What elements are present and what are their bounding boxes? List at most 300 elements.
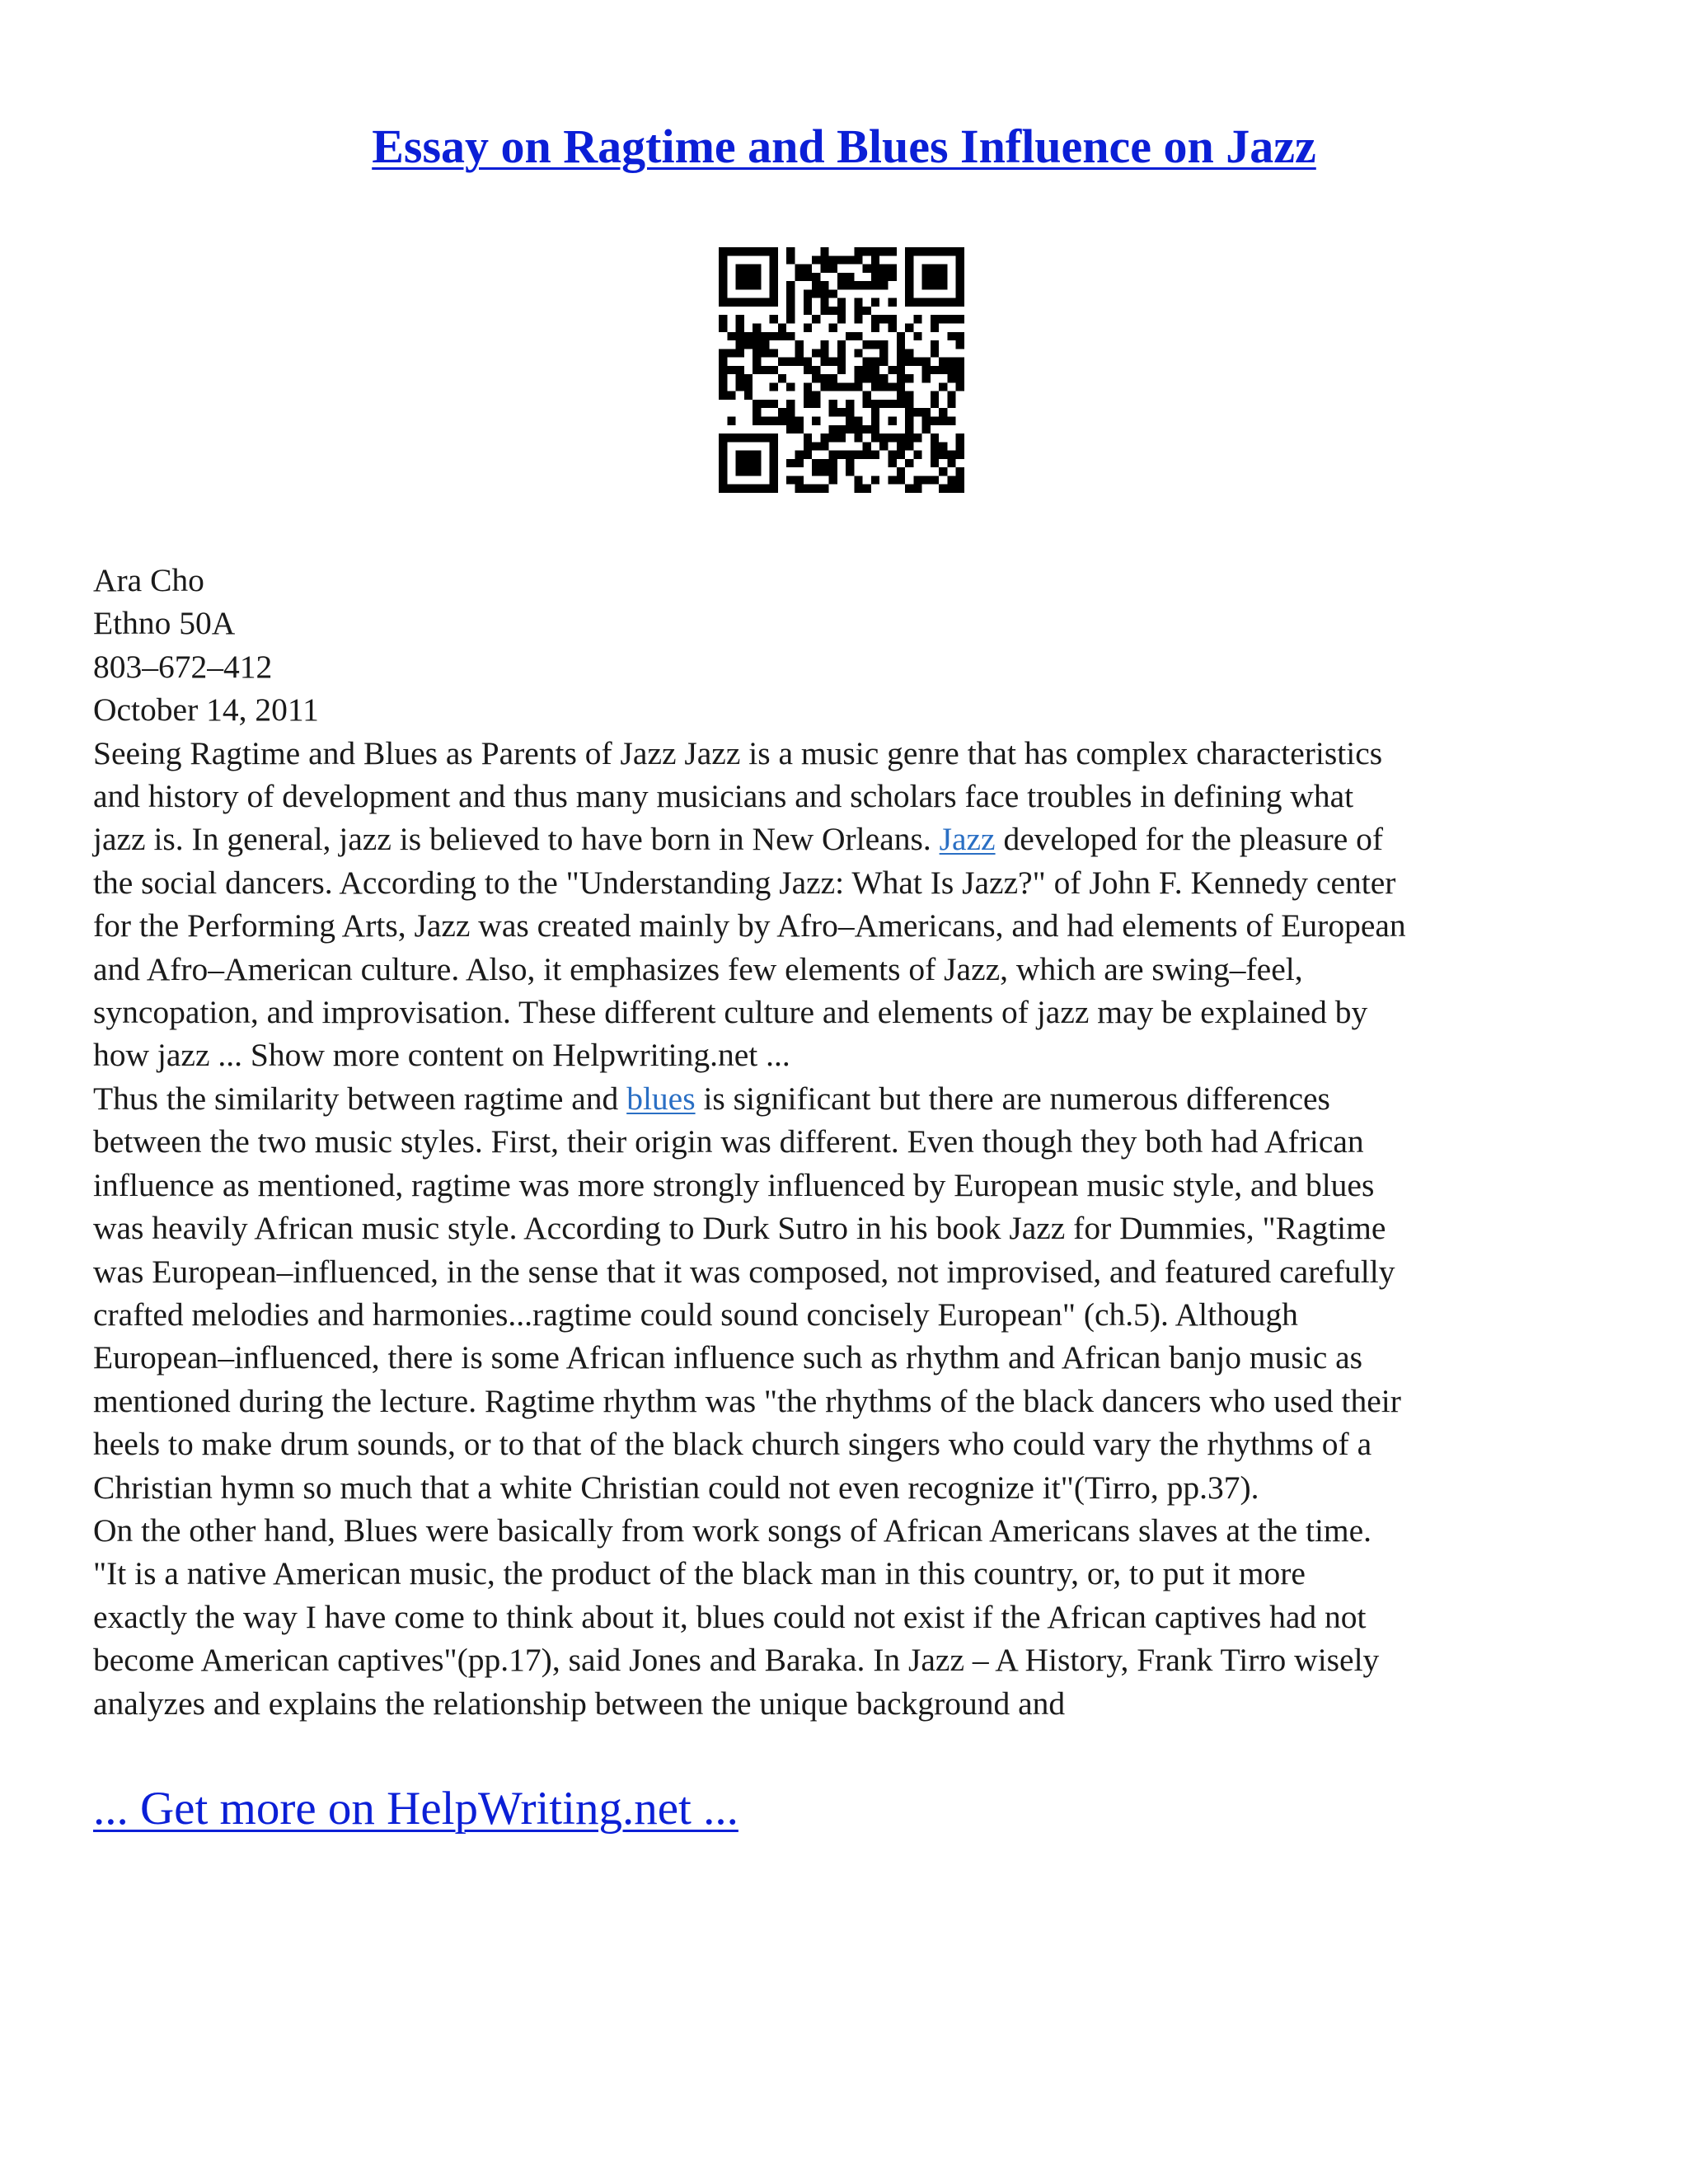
qr-module — [804, 273, 812, 281]
qr-module — [753, 485, 761, 493]
paragraph-3-line: "It is a native American music, the product of the black man in this country, or, to put it more — [93, 1555, 1306, 1592]
qr-module — [889, 323, 897, 331]
qr-module — [778, 332, 786, 340]
qr-module — [837, 281, 846, 289]
qr-module — [897, 434, 905, 442]
qr-module — [770, 281, 778, 289]
qr-module — [770, 400, 778, 408]
qr-module — [812, 281, 820, 289]
qr-module — [863, 425, 871, 434]
qr-module — [879, 340, 888, 349]
qr-module — [846, 332, 854, 340]
qr-module — [846, 467, 854, 476]
qr-module — [897, 349, 905, 357]
text-segment: developed for the pleasure of — [995, 821, 1384, 858]
paragraph-3-line: analyzes and explains the relationship between the unique background and — [93, 1685, 1066, 1722]
qr-module — [744, 281, 753, 289]
qr-module — [744, 382, 753, 391]
qr-module — [820, 442, 828, 450]
paragraph-3-line: On the other hand, Blues were basically from work songs of African Americans slaves at the time. — [93, 1511, 1372, 1549]
qr-module — [820, 255, 828, 264]
qr-module — [837, 273, 846, 281]
qr-module — [804, 323, 812, 331]
qr-module — [804, 400, 812, 408]
qr-module — [956, 358, 964, 366]
page-title-text[interactable]: Essay on Ragtime and Blues Influence on Jazz — [372, 120, 1316, 173]
qr-module — [879, 400, 888, 408]
qr-module — [719, 358, 727, 366]
qr-module — [770, 467, 778, 476]
qr-module — [863, 442, 871, 450]
qr-module — [846, 400, 854, 408]
paragraph-2-line — [93, 1077, 1610, 1120]
get-more-link[interactable]: ... Get more on HelpWriting.net ... — [93, 1783, 738, 1835]
qr-module — [947, 374, 955, 382]
qr-module — [837, 307, 846, 315]
qr-module — [939, 298, 947, 307]
qr-module — [820, 247, 828, 255]
paragraph-1-line: for the Performing Arts, Jazz was created mainly by Afro–Americans, and had elements of European — [93, 907, 1406, 944]
qr-module — [736, 434, 744, 442]
qr-module — [820, 358, 828, 366]
qr-module — [770, 451, 778, 459]
qr-module — [820, 485, 828, 493]
qr-module — [913, 332, 921, 340]
qr-module — [854, 307, 862, 315]
qr-module — [719, 374, 727, 382]
qr-module — [744, 332, 753, 340]
qr-module — [854, 374, 862, 382]
qr-module — [913, 451, 921, 459]
qr-module — [837, 434, 846, 442]
qr-module — [829, 467, 837, 476]
qr-module — [829, 434, 837, 442]
qr-module — [879, 247, 888, 255]
qr-module — [956, 434, 964, 442]
qr-module — [889, 298, 897, 307]
qr-module — [863, 451, 871, 459]
qr-module — [889, 273, 897, 281]
qr-module — [812, 485, 820, 493]
qr-module — [846, 451, 854, 459]
qr-module — [879, 265, 888, 273]
qr-module — [939, 247, 947, 255]
qr-module — [956, 298, 964, 307]
paragraph-2-line: was heavily African music style. According to Durk Sutro in his book Jazz for Dummies, "Ragtime — [93, 1210, 1386, 1247]
qr-module — [889, 366, 897, 374]
qr-module — [871, 273, 879, 281]
qr-module — [761, 417, 769, 425]
qr-module — [736, 374, 744, 382]
qr-module — [727, 434, 735, 442]
qr-module — [820, 265, 828, 273]
qr-module — [931, 459, 939, 467]
paragraph-1-line: how jazz ... Show more content on Helpwriting.net ... — [93, 1037, 790, 1074]
qr-module — [744, 374, 753, 382]
qr-module — [753, 459, 761, 467]
qr-module — [719, 247, 727, 255]
paragraph-1-line: and Afro–American culture. Also, it emphasizes few elements of Jazz, which are swing–feel, — [93, 950, 1303, 987]
qr-module — [871, 400, 879, 408]
qr-module — [778, 408, 786, 416]
qr-module — [753, 451, 761, 459]
qr-module — [854, 366, 862, 374]
qr-module — [778, 417, 786, 425]
qr-module — [871, 425, 879, 434]
qr-module — [719, 323, 727, 331]
qr-module — [922, 273, 931, 281]
qr-module — [753, 417, 761, 425]
qr-module — [761, 366, 769, 374]
paragraph-1-line: Seeing Ragtime and Blues as Parents of Jazz Jazz is a music genre that has complex characteristics — [93, 734, 1383, 771]
qr-module — [889, 315, 897, 323]
qr-module — [905, 289, 913, 298]
qr-module — [719, 434, 727, 442]
qr-module — [727, 298, 735, 307]
qr-module — [736, 332, 744, 340]
qr-module — [829, 289, 837, 298]
qr-module — [854, 417, 862, 425]
qr-module — [854, 281, 862, 289]
essay-date: October 14, 2011 — [93, 691, 319, 729]
qr-module — [719, 315, 727, 323]
qr-module — [931, 451, 939, 459]
blues-link[interactable]: blues — [626, 1080, 696, 1117]
qr-module — [804, 391, 812, 400]
qr-module — [931, 349, 939, 357]
qr-module — [837, 298, 846, 307]
qr-module — [820, 467, 828, 476]
qr-module — [786, 247, 795, 255]
qr-module — [727, 485, 735, 493]
qr-module — [947, 247, 955, 255]
qr-module — [897, 358, 905, 366]
qr-module — [770, 442, 778, 450]
qr-module — [854, 434, 862, 442]
qr-module — [854, 485, 862, 493]
qr-module — [939, 366, 947, 374]
qr-module — [956, 265, 964, 273]
qr-module — [863, 374, 871, 382]
qr-module — [956, 289, 964, 298]
qr-module — [922, 425, 931, 434]
qr-module — [905, 247, 913, 255]
qr-module — [719, 391, 727, 400]
qr-module — [939, 442, 947, 450]
qr-module — [744, 273, 753, 281]
qr-module — [753, 349, 761, 357]
qr-module — [719, 451, 727, 459]
student-id: 803–672–412 — [93, 648, 273, 685]
qr-module — [795, 273, 803, 281]
qr-module — [863, 485, 871, 493]
qr-module — [879, 434, 888, 442]
qr-module — [812, 273, 820, 281]
qr-module — [753, 400, 761, 408]
qr-module — [736, 459, 744, 467]
qr-module — [778, 374, 786, 382]
qr-module — [744, 467, 753, 476]
qr-module — [744, 340, 753, 349]
qr-module — [812, 442, 820, 450]
qr-module — [871, 434, 879, 442]
qr-module — [905, 323, 913, 331]
qr-module — [931, 247, 939, 255]
qr-module — [795, 265, 803, 273]
qr-module — [947, 315, 955, 323]
qr-module — [905, 434, 913, 442]
qr-module — [889, 451, 897, 459]
qr-module — [820, 298, 828, 307]
qr-module — [871, 323, 879, 331]
qr-module — [879, 273, 888, 281]
qr-module — [786, 476, 795, 484]
qr-module — [863, 265, 871, 273]
qr-module — [744, 485, 753, 493]
qr-module — [736, 340, 744, 349]
qr-module — [753, 366, 761, 374]
qr-module — [744, 459, 753, 467]
qr-module — [922, 408, 931, 416]
qr-module — [744, 451, 753, 459]
qr-module — [761, 485, 769, 493]
qr-module — [956, 442, 964, 450]
qr-module — [837, 408, 846, 416]
qr-module — [761, 340, 769, 349]
qr-module — [846, 255, 854, 264]
qr-module — [820, 374, 828, 382]
qr-module — [871, 281, 879, 289]
qr-module — [931, 476, 939, 484]
qr-module — [863, 366, 871, 374]
qr-module — [761, 349, 769, 357]
qr-module — [871, 366, 879, 374]
qr-module — [956, 340, 964, 349]
qr-module — [947, 417, 955, 425]
qr-module — [939, 382, 947, 391]
qr-module — [829, 358, 837, 366]
qr-module — [770, 459, 778, 467]
qr-module — [871, 417, 879, 425]
paragraph-2-line: heels to make drum sounds, or to that of the black church singers who could vary the rhythms of a — [93, 1426, 1372, 1463]
qr-module — [820, 281, 828, 289]
qr-module — [889, 476, 897, 484]
qr-module — [744, 391, 753, 400]
qr-module — [939, 315, 947, 323]
qr-module — [736, 298, 744, 307]
qr-module — [736, 273, 744, 281]
qr-module — [786, 255, 795, 264]
qr-module — [871, 247, 879, 255]
qr-module — [786, 315, 795, 323]
qr-module — [922, 358, 931, 366]
qr-module — [795, 349, 803, 357]
qr-module — [719, 485, 727, 493]
qr-module — [931, 366, 939, 374]
qr-module — [837, 425, 846, 434]
qr-module — [804, 366, 812, 374]
qr-module — [956, 366, 964, 374]
qr-module — [956, 451, 964, 459]
qr-module — [770, 273, 778, 281]
qr-module — [837, 382, 846, 391]
qr-module — [829, 459, 837, 467]
qr-module — [812, 366, 820, 374]
qr-module — [812, 349, 820, 357]
qr-module — [820, 382, 828, 391]
qr-module — [770, 247, 778, 255]
qr-module — [829, 476, 837, 484]
qr-module — [913, 476, 921, 484]
qr-module — [939, 408, 947, 416]
qr-module — [905, 425, 913, 434]
qr-module — [753, 467, 761, 476]
qr-module — [956, 476, 964, 484]
qr-module — [736, 315, 744, 323]
qr-module — [786, 459, 795, 467]
qr-module — [770, 349, 778, 357]
qr-module — [786, 281, 795, 289]
qr-module — [897, 467, 905, 476]
qr-module — [897, 391, 905, 400]
qr-module — [804, 434, 812, 442]
qr-module — [804, 485, 812, 493]
qr-module — [719, 273, 727, 281]
qr-module — [897, 340, 905, 349]
qr-module — [795, 425, 803, 434]
qr-module — [922, 247, 931, 255]
qr-module — [753, 434, 761, 442]
jazz-link[interactable]: Jazz — [939, 821, 996, 858]
qr-module — [770, 417, 778, 425]
qr-module — [889, 434, 897, 442]
qr-module — [879, 349, 888, 357]
qr-module — [956, 382, 964, 391]
qr-module — [913, 315, 921, 323]
qr-module — [786, 425, 795, 434]
qr-module — [804, 307, 812, 315]
qr-module — [956, 374, 964, 382]
qr-module — [837, 255, 846, 264]
page-title[interactable] — [0, 114, 1688, 180]
qr-module — [829, 382, 837, 391]
qr-module — [956, 332, 964, 340]
paragraph-2-line: European–influenced, there is some African influence such as rhythm and African banjo music as — [93, 1339, 1362, 1376]
qr-module — [753, 408, 761, 416]
qr-module — [761, 400, 769, 408]
qr-module — [889, 459, 897, 467]
qr-module — [956, 273, 964, 281]
qr-module — [931, 265, 939, 273]
qr-module — [795, 417, 803, 425]
qr-module — [820, 340, 828, 349]
qr-module — [897, 366, 905, 374]
qr-module — [939, 358, 947, 366]
qr-module — [719, 265, 727, 273]
qr-module — [820, 459, 828, 467]
qr-module — [863, 400, 871, 408]
qr-module — [846, 382, 854, 391]
qr-module — [770, 434, 778, 442]
qr-module — [931, 442, 939, 450]
qr-module — [854, 298, 862, 307]
paragraph-2-line: between the two music styles. First, their origin was different. Even though they both had African — [93, 1123, 1364, 1160]
qr-module — [931, 323, 939, 331]
qr-module — [753, 273, 761, 281]
paragraph-2-line: was European–influenced, in the sense that it was composed, not improvised, and featured carefully — [93, 1253, 1395, 1290]
qr-module — [719, 366, 727, 374]
qr-module — [812, 391, 820, 400]
qr-module — [736, 485, 744, 493]
course-name: Ethno 50A — [93, 605, 236, 642]
qr-module — [854, 247, 862, 255]
qr-module — [905, 255, 913, 264]
qr-module — [922, 374, 931, 382]
qr-module — [939, 485, 947, 493]
qr-module — [753, 323, 761, 331]
qr-module — [719, 349, 727, 357]
qr-module — [871, 340, 879, 349]
qr-module — [931, 434, 939, 442]
qr-module — [753, 298, 761, 307]
qr-module — [905, 417, 913, 425]
qr-module — [889, 265, 897, 273]
qr-module — [770, 298, 778, 307]
qr-module — [829, 425, 837, 434]
qr-module — [812, 374, 820, 382]
qr-module — [795, 358, 803, 366]
paragraph-1-line — [93, 818, 1610, 860]
qr-module — [804, 298, 812, 307]
qr-module — [786, 382, 795, 391]
qr-module — [804, 382, 812, 391]
qr-module — [829, 265, 837, 273]
qr-module — [744, 265, 753, 273]
qr-module — [897, 476, 905, 484]
qr-module — [795, 451, 803, 459]
qr-module — [770, 366, 778, 374]
qr-module — [786, 332, 795, 340]
qr-module — [947, 485, 955, 493]
qr-module — [871, 382, 879, 391]
qr-module — [905, 442, 913, 450]
qr-module — [736, 451, 744, 459]
qr-module — [889, 382, 897, 391]
qr-module — [905, 281, 913, 289]
qr-module — [753, 332, 761, 340]
qr-module — [905, 349, 913, 357]
qr-module — [956, 485, 964, 493]
qr-module — [846, 408, 854, 416]
qr-module — [947, 391, 955, 400]
qr-module — [931, 315, 939, 323]
qr-module — [744, 247, 753, 255]
qr-module — [905, 400, 913, 408]
qr-module — [727, 349, 735, 357]
paragraph-2-line: mentioned during the lecture. Ragtime rhythm was "the rhythms of the black dancers who used their — [93, 1382, 1401, 1419]
qr-module — [770, 265, 778, 273]
qr-module — [837, 358, 846, 366]
qr-module — [812, 459, 820, 467]
qr-module — [736, 281, 744, 289]
qr-module — [770, 315, 778, 323]
qr-module — [879, 382, 888, 391]
qr-module — [879, 315, 888, 323]
qr-module — [879, 358, 888, 366]
qr-module — [863, 391, 871, 400]
qr-module — [719, 467, 727, 476]
essay-body — [93, 559, 1610, 1725]
